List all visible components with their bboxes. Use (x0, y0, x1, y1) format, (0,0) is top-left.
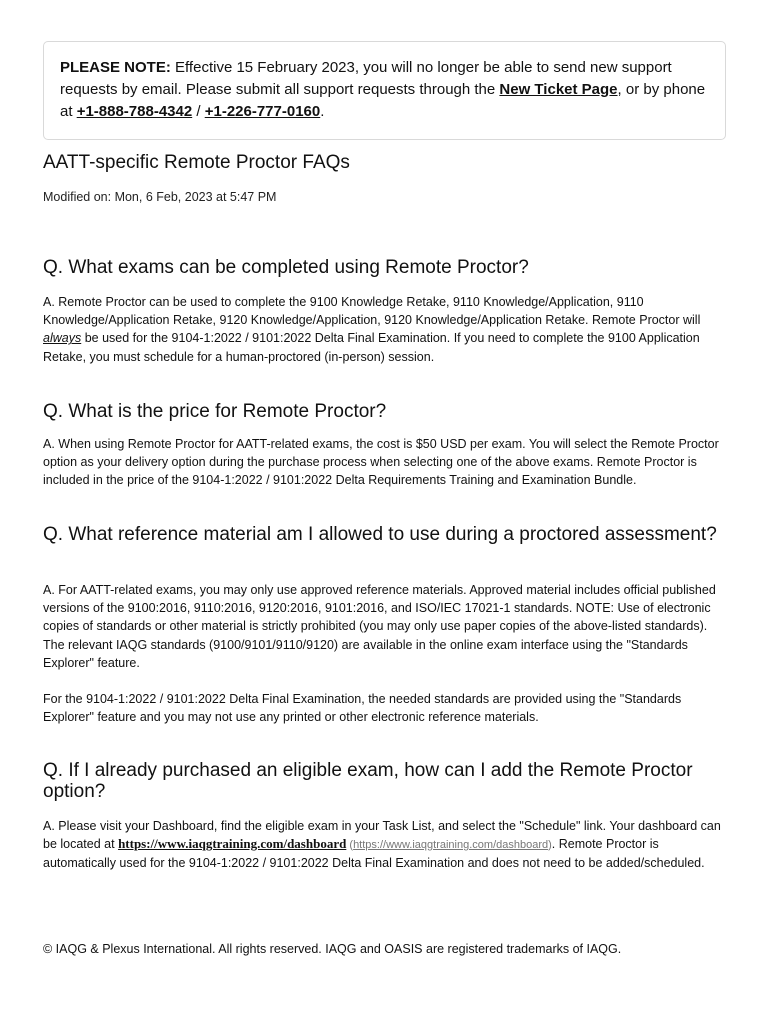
faq-question-1: Q. What exams can be completed using Remote Proctor? (43, 257, 529, 278)
phone-link-2[interactable]: +1-226-777-0160 (204, 103, 321, 120)
notice-text: Effective 15 February 2023, you will no longer be able to send new support requests by email. Please submit all support requests through the (60, 59, 672, 98)
phone-link-1[interactable]: +1-888-788-4342 (76, 103, 193, 120)
faq-answer-4: A. Please visit your Dashboard, find the eligible exam in your Task List, and select the "Schedule" link. Your dashboard can be located at https://www.iaqgtraining.com/dashboard (https://www.iaqgtraining.com/dashboard). Remote Proctor is automatically used for the 9104-1:2022 / 9101:2022 Delta Final Examination and does not need to be added/scheduled. (43, 819, 721, 871)
modified-date: Modified on: Mon, 6 Feb, 2023 at 5:47 PM (43, 190, 277, 204)
faq-answer-3-paragraph-2: For the 9104-1:2022 / 9101:2022 Delta Final Examination, the needed standards are provided using the "Standards Explorer" feature and you may not use any printed or other electronic reference materials. (43, 692, 682, 725)
notice-label: PLEASE NOTE: (60, 59, 171, 76)
notice-text-phone: , or by phone at (60, 81, 706, 120)
faq-answer-2: A. When using Remote Proctor for AATT-related exams, the cost is $50 USD per exam. You will select the Remote Proctor option as your delivery option during the purchase process when selecting one of the above exams. Remote Proctor is included in the price of the 9104-1:2022 / 9101:2022 Delta Requirements Training and Examination Bundle. (43, 437, 719, 488)
dashboard-link[interactable]: https://www.iaqgtraining.com/dashboard (118, 836, 347, 852)
faq-answer-3-paragraph-1: A. For AATT-related exams, you may only use approved reference materials. Approved material includes official published versions of the 9100:2016, 9110:2016, 9120:2016, 9101:2016, and ISO/IEC 17021-1 standards. NOTE: Use of electronic copies of standards or other material is strictly prohibited (you may only use paper copies of the above-listed standards). The relevant IAQG standards (9100/9101/9110/9120) are available in the online exam interface using the "Standards Explorer" feature. (43, 583, 716, 670)
new-ticket-link[interactable]: New Ticket Page (499, 81, 618, 98)
emphasis-always: always (43, 331, 82, 346)
article-title: AATT-specific Remote Proctor FAQs (43, 152, 350, 173)
faq-question-4: Q. If I already purchased an eligible exam, how can I add the Remote Proctor option? (43, 760, 693, 802)
faq-answer-1: A. Remote Proctor can be used to complete the 9100 Knowledge Retake, 9110 Knowledge/Application, 9110 Knowledge/Application Retake, 9120 Knowledge/Application, 9120 Knowledge/Application Retake. Remote Proctor will always be used for the 9104-1:2022 / 9101:2022 Delta Final Examination. If you need to complete the 9100 Application Retake, you must schedule for a human-proctored (in-person) session. (43, 295, 701, 364)
faq-question-3: Q. What reference material am I allowed to use during a proctored assessment? (43, 524, 717, 545)
support-notice (43, 41, 726, 140)
copyright-footer: © IAQG & Plexus International. All rights reserved. IAQG and OASIS are registered trademarks of IAQG. (43, 942, 622, 956)
phone-separator: / (192, 103, 205, 120)
faq-question-2: Q. What is the price for Remote Proctor? (43, 401, 387, 422)
notice-end: . (320, 103, 325, 120)
dashboard-link-url: (https://www.iaqgtraining.com/dashboard) (346, 839, 552, 852)
